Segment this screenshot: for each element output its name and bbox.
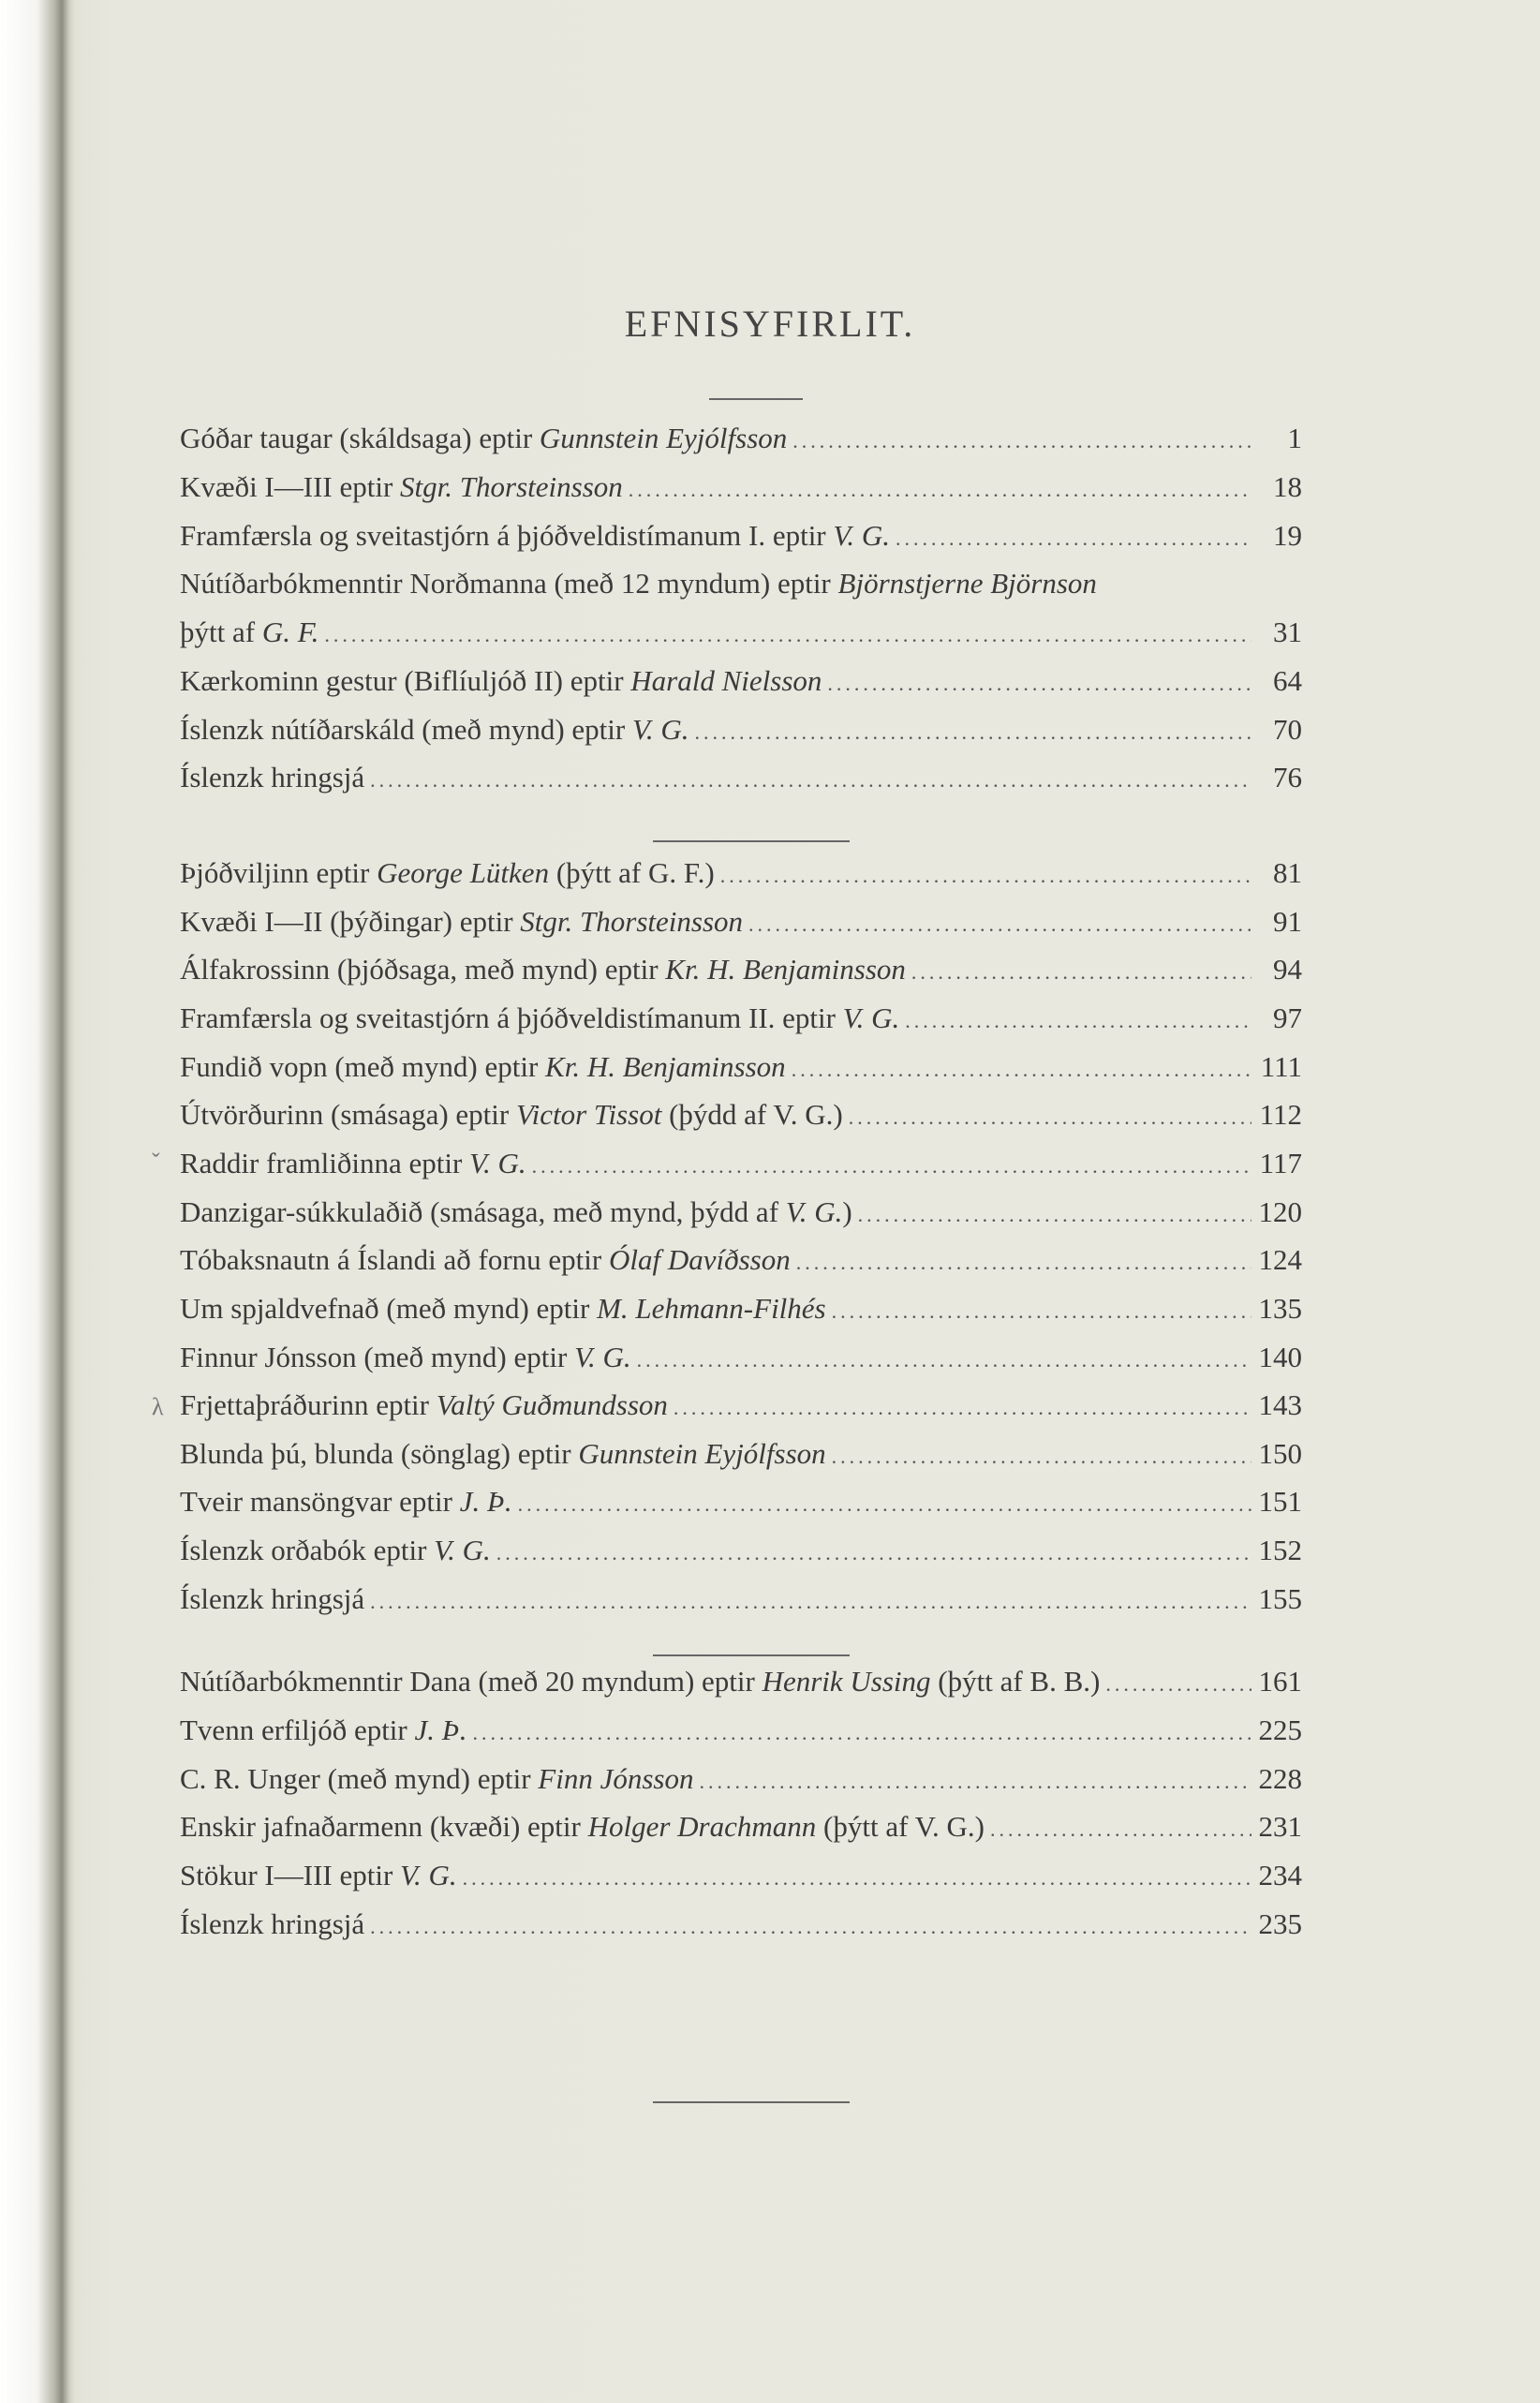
toc-entry (180, 945, 1302, 994)
toc-entry-note: (þýtt af G. F.) (549, 856, 715, 889)
toc-page-number: 151 (1258, 1485, 1302, 1518)
toc-page-number: 64 (1273, 664, 1302, 697)
toc-entry-title (180, 1381, 668, 1430)
toc-entry-text: Kvæði I—II (þýðingar) eptir (180, 905, 521, 938)
toc-entry (180, 1236, 1302, 1284)
toc-entry-title (180, 1706, 466, 1755)
toc-entry-text: Íslenzk nútíðarskáld (með mynd) eptir (180, 713, 632, 746)
book-spine (0, 0, 75, 2403)
toc-entry (180, 559, 1302, 608)
toc-entry-title (180, 1851, 457, 1900)
leader-dots (699, 1758, 1251, 1806)
leader-dots (849, 1093, 1251, 1142)
toc-page-number: 135 (1258, 1292, 1302, 1325)
toc-entry-text: Íslenzk hringsjá (180, 1582, 365, 1615)
toc-page-number: 76 (1273, 761, 1302, 794)
toc-entry-text: Framfærsla og sveitastjórn á þjóðveldistímanum I. eptir (180, 519, 834, 552)
toc-page-number: 228 (1258, 1762, 1302, 1795)
toc-entry-title (180, 1900, 364, 1949)
leader-dots (796, 1239, 1251, 1287)
toc-entry-title (180, 414, 787, 463)
toc-entry-author: Kr. H. Benjaminsson (545, 1050, 786, 1083)
margin-mark: ˇ (152, 1149, 160, 1176)
toc-page-number: 161 (1258, 1665, 1302, 1698)
toc-entry (180, 1090, 1302, 1139)
toc-page-number: 120 (1258, 1195, 1302, 1228)
toc-entry-title (180, 1575, 364, 1624)
leader-dots (832, 1287, 1251, 1336)
toc-entry (180, 1477, 1302, 1526)
toc-entry-text: Tveir mansöngvar eptir (180, 1485, 460, 1518)
leader-dots (792, 1046, 1251, 1094)
toc-entry-author: G. F. (261, 616, 319, 648)
toc-page-number: 70 (1273, 713, 1302, 746)
toc-entry-author: V. G. (574, 1341, 631, 1373)
toc-entry-title (180, 1236, 791, 1284)
toc-entry-title (180, 1333, 631, 1382)
toc-entry-text: Útvörðurinn (smásaga) eptir (180, 1098, 516, 1131)
leader-dots (472, 1709, 1251, 1758)
toc-entry (180, 753, 1302, 802)
toc-entry (180, 657, 1302, 705)
toc-entry (180, 1430, 1302, 1478)
toc-page-number: 91 (1273, 905, 1302, 938)
toc-entry-author: Holger Drachmann (587, 1810, 817, 1843)
toc-entry (180, 414, 1302, 463)
title-rule (709, 398, 803, 400)
toc-entry-text: Góðar taugar (skáldsaga) eptir (180, 422, 540, 454)
toc-entry-title (180, 994, 899, 1043)
toc-entry-author: V. G. (833, 519, 890, 552)
toc-entry-text: Framfærsla og sveitastjórn á þjóðveldistímanum II. eptir (180, 1001, 843, 1034)
toc-page-number: 117 (1259, 1147, 1302, 1179)
toc-entry-author: Björnstjerne Björnson (837, 567, 1097, 600)
toc-entry-author: Valtý Guðmundsson (436, 1388, 668, 1421)
toc-entry-title (180, 559, 1097, 608)
toc-entry (180, 1381, 1302, 1430)
toc-entry (180, 849, 1302, 897)
toc-entry-note: ) (842, 1195, 852, 1228)
toc-entry-text: C. R. Unger (með mynd) eptir (180, 1762, 539, 1795)
section-rule-3 (653, 2101, 850, 2103)
toc-entry-text: Blunda þú, blunda (sönglag) eptir (180, 1437, 579, 1470)
toc-entry-text: Raddir framliðinna eptir (180, 1147, 470, 1179)
toc-entry (180, 1755, 1302, 1803)
toc-page-number: 1 (1287, 422, 1302, 454)
toc-entry-text: Kærkominn gestur (Biflíuljóð II) eptir (180, 664, 631, 697)
toc-entry-text: Kvæði I—III eptir (180, 470, 401, 503)
toc-entry-text: Nútíðarbókmenntir Dana (með 20 myndum) eptir (180, 1665, 763, 1698)
toc-entry (180, 1526, 1302, 1575)
toc-entry (180, 608, 1302, 657)
toc-entry-text: Um spjaldvefnað (með mynd) eptir (180, 1292, 598, 1325)
toc-page-number: 97 (1273, 1001, 1302, 1034)
toc-entry-author: Stgr. Thorsteinsson (520, 905, 744, 938)
toc-entry-author: J. Þ. (459, 1485, 512, 1518)
leader-dots (911, 948, 1251, 997)
toc-page-number: 94 (1273, 953, 1302, 986)
toc-entry-title (180, 1802, 985, 1851)
leader-dots (532, 1142, 1251, 1191)
toc-entry-text: Íslenzk hringsjá (180, 1907, 365, 1940)
toc-entry-title (180, 608, 318, 657)
leader-dots (720, 852, 1251, 900)
toc-entry-title (180, 1139, 526, 1188)
leader-dots (370, 756, 1251, 805)
toc-entry-note: (þýtt af B. B.) (930, 1665, 1101, 1698)
leader-dots (748, 900, 1251, 949)
toc-page-number: 111 (1260, 1050, 1302, 1083)
section-rule-2 (653, 1654, 850, 1656)
toc-page-number: 150 (1258, 1437, 1302, 1470)
toc-entry-author: Henrik Ussing (762, 1665, 931, 1698)
margin-mark: λ (152, 1393, 164, 1420)
toc-entry-author: Stgr. Thorsteinsson (400, 470, 623, 503)
toc-entry (180, 1802, 1302, 1851)
leader-dots (695, 708, 1251, 757)
toc-entry-text: Tvenn erfiljóð eptir (180, 1713, 415, 1746)
toc-entry-note: (þýdd af V. G.) (661, 1098, 843, 1131)
toc-page-number: 231 (1258, 1810, 1302, 1843)
toc-entry-title (180, 1043, 786, 1091)
toc-entry-author: Finn Jónsson (538, 1762, 694, 1795)
leader-dots (1105, 1660, 1251, 1709)
toc-page-number: 31 (1273, 616, 1302, 648)
toc-entry-text: Frjettaþráðurinn eptir (180, 1388, 437, 1421)
toc-entry-title (180, 945, 906, 994)
toc-entry-title (180, 1526, 491, 1575)
toc-entry-author: George Lütken (377, 856, 550, 889)
toc-entry-author: V. G. (400, 1859, 457, 1891)
toc-entry (180, 1188, 1302, 1237)
toc-entry-author: Harald Nielsson (630, 664, 822, 697)
toc-entry-text: Stökur I—III eptir (180, 1859, 401, 1891)
toc-entry-title (180, 1188, 852, 1237)
leader-dots (324, 611, 1251, 660)
toc-entry-title (180, 753, 364, 802)
toc-entry-title (180, 463, 623, 512)
toc-entry (180, 1900, 1302, 1949)
toc-page-number: 81 (1273, 856, 1302, 889)
toc-entry-text: Fundið vopn (með mynd) eptir (180, 1050, 546, 1083)
toc-page-number: 225 (1258, 1713, 1302, 1746)
toc-page-number: 124 (1258, 1243, 1302, 1276)
toc-entry-author: J. Þ. (414, 1713, 467, 1746)
toc-entry-text: Finnur Jónsson (með mynd) eptir (180, 1341, 575, 1373)
toc-page-number: 235 (1258, 1907, 1302, 1940)
leader-dots (518, 1480, 1251, 1529)
toc-entry-title (180, 705, 689, 754)
toc-entry-text: Danzigar-súkkulaðið (smásaga, með mynd, þýdd af (180, 1195, 786, 1228)
toc-entry-text: Íslenzk orðabók eptir (180, 1534, 435, 1566)
toc-entry-author: V. G. (434, 1534, 491, 1566)
toc-entry-author: V. G. (785, 1195, 843, 1228)
toc-page-number: 19 (1273, 519, 1302, 552)
toc-page-number: 152 (1258, 1534, 1302, 1566)
leader-dots (858, 1191, 1251, 1239)
toc-entry-title (180, 1284, 826, 1333)
toc-entry-title (180, 1477, 512, 1526)
toc-page-number: 112 (1259, 1098, 1302, 1131)
toc-entry (180, 994, 1302, 1043)
toc-entry-title (180, 1657, 1100, 1706)
toc-entry-author: V. G. (469, 1147, 526, 1179)
toc-entry (180, 1657, 1302, 1706)
toc-entry (180, 1706, 1302, 1755)
leader-dots (827, 660, 1251, 708)
leader-dots (674, 1384, 1251, 1432)
toc-entry-title (180, 1755, 693, 1803)
toc-entry-author: Kr. H. Benjaminsson (665, 953, 906, 986)
toc-entry-text: Álfakrossinn (þjóðsaga, með mynd) eptir (180, 953, 666, 986)
toc-entry-text: Enskir jafnaðarmenn (kvæði) eptir (180, 1810, 588, 1843)
toc-entry-text: þýtt af (180, 616, 262, 648)
toc-entry-title (180, 657, 822, 705)
leader-dots (832, 1432, 1251, 1481)
toc-entry-title (180, 512, 890, 560)
toc-entry (180, 1284, 1302, 1333)
toc-entry-author: Victor Tissot (515, 1098, 662, 1131)
leader-dots (990, 1805, 1251, 1854)
toc-entry-author: V. G. (631, 713, 689, 746)
toc-entry-text: Þjóðviljinn eptir (180, 856, 378, 889)
toc-page-number: 18 (1273, 470, 1302, 503)
leader-dots (629, 466, 1251, 514)
toc-entry-title (180, 849, 715, 897)
toc-entry-title (180, 897, 743, 946)
leader-dots (496, 1529, 1251, 1578)
leader-dots (370, 1903, 1251, 1951)
toc-entry-author: Ólaf Davíðsson (608, 1243, 791, 1276)
toc-page-number: 234 (1258, 1859, 1302, 1891)
toc-entry-author: Gunnstein Eyjólfsson (539, 422, 788, 454)
leader-dots (792, 417, 1251, 466)
leader-dots (896, 514, 1251, 563)
toc-entry (180, 1333, 1302, 1382)
toc-entry (180, 1851, 1302, 1900)
leader-dots (637, 1336, 1251, 1385)
toc-page-number: 143 (1258, 1388, 1302, 1421)
leader-dots (370, 1578, 1251, 1626)
toc-page-number: 155 (1258, 1582, 1302, 1615)
toc-entry-text: Tóbaksnautn á Íslandi að fornu eptir (180, 1243, 609, 1276)
toc-entry-title (180, 1090, 843, 1139)
toc-page-number: 140 (1258, 1341, 1302, 1373)
toc-entry (180, 463, 1302, 512)
toc-entry-text: Nútíðarbókmenntir Norðmanna (með 12 myndum) eptir (180, 567, 838, 600)
leader-dots (905, 997, 1251, 1046)
toc-entry-text: Íslenzk hringsjá (180, 761, 365, 794)
toc-entry (180, 1575, 1302, 1624)
toc-entry-note: (þýtt af V. G.) (816, 1810, 985, 1843)
toc-entry-title (180, 1430, 826, 1478)
toc-entry (180, 512, 1302, 560)
toc-entry-author: Gunnstein Eyjólfsson (578, 1437, 826, 1470)
section-rule-1 (653, 840, 850, 842)
page-title: EFNISYFIRLIT. (624, 303, 916, 345)
toc-entry-author: M. Lehmann-Filhés (597, 1292, 826, 1325)
toc-entry (180, 1043, 1302, 1091)
toc-entry (180, 705, 1302, 754)
toc-entry (180, 1139, 1302, 1188)
toc-entry-author: V. G. (842, 1001, 900, 1034)
leader-dots (463, 1854, 1251, 1903)
toc-entry (180, 897, 1302, 946)
